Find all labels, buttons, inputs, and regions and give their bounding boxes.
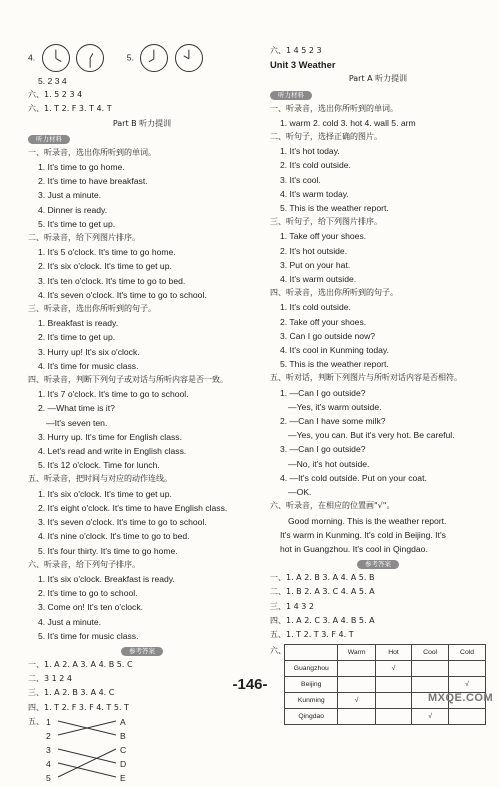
- table-row: [285, 709, 486, 725]
- clock-icon: [76, 44, 104, 72]
- list-item: 2. —Can I have some milk?: [280, 416, 386, 427]
- table-cell: [375, 693, 411, 709]
- section-1-list: [28, 160, 256, 231]
- list-item: 4. Let's read and write in English class.: [38, 446, 187, 457]
- clock-row: [28, 44, 256, 74]
- section-title: 五、听录音，把时间与对应的动作连线。: [28, 474, 172, 484]
- answer-line: 二、3 1 2 4: [28, 674, 72, 684]
- matching-diagram: [46, 715, 166, 787]
- match-left-label: 4: [46, 758, 51, 769]
- section-title: 六、听录音，在相应的位置画"√"。: [270, 501, 395, 511]
- list-item: 4. It's time for music class.: [38, 360, 139, 371]
- list-item: 3. Just a minute.: [38, 190, 102, 201]
- answer-line: 四、1. T 2. F 3. F 4. T 5. T: [28, 702, 129, 712]
- answer-line: 三、1. A 2. B 3. A 4. C: [28, 688, 115, 698]
- table-cell: [375, 709, 411, 725]
- list-item: 1. It's cold outside.: [280, 302, 351, 313]
- part-heading: Part B 听力提训: [112, 118, 172, 128]
- list-item: 3. It's cool.: [280, 174, 321, 185]
- table-cell: [338, 661, 375, 677]
- part-heading: Part A 听力提训: [348, 74, 408, 84]
- list-item: 2. It's time to get up.: [38, 332, 116, 343]
- list-item: 3. Hurry up! It's six o'clock.: [38, 346, 140, 357]
- paragraph-line: Good morning. This is the weather report.: [288, 515, 447, 526]
- section-title: 三、听录音，选出你所听到的句子。: [28, 304, 156, 314]
- match-right-label: A: [120, 716, 126, 727]
- table-header-cell: Hot: [375, 645, 411, 661]
- section-title: 四、听录音，判断下列句子或对话与所听内容是否一致。: [28, 375, 228, 385]
- right-column: [270, 44, 486, 725]
- list-item: 3. Put on your hat.: [280, 259, 351, 270]
- list-item: —Yes, it's warm outside.: [288, 401, 382, 412]
- list-item: 2. It's cold outside.: [280, 160, 351, 171]
- answer-badge: 参考答案: [357, 560, 399, 569]
- match-right-label: E: [120, 772, 126, 783]
- section-title: 六、听录音，给下列句子排序。: [28, 559, 140, 569]
- table-cell: √: [412, 709, 449, 725]
- list-item: 1. Breakfast is ready.: [38, 318, 119, 329]
- list-item: —No, it's hot outside.: [288, 458, 370, 469]
- list-item: 4. —It's cold outside. Put on your coat.: [280, 472, 427, 483]
- section-title: 二、听录音，给下列图片排序。: [28, 233, 140, 243]
- list-item: 4. It's cool in Kunming today.: [280, 345, 389, 356]
- table-cell: √: [449, 677, 486, 693]
- answer-line: 二、1. B 2. A 3. C 4. A 5. A: [270, 587, 375, 597]
- table-header-row: [285, 645, 486, 661]
- answer-line: 六、1 4 5 2 3: [270, 46, 322, 55]
- section-badge: 听力材料: [270, 91, 312, 100]
- table-cell: [449, 709, 486, 725]
- list-item: 4. Dinner is ready.: [38, 204, 108, 215]
- match-left-label: 2: [46, 730, 51, 741]
- table-cell: √: [375, 661, 411, 677]
- list-item: 5. It's 12 o'clock. Time for lunch.: [38, 460, 160, 471]
- list-item: —OK.: [288, 487, 312, 498]
- matching-lines: [46, 715, 166, 787]
- list-item: 5. It's four thirty. It's time to go home.: [38, 545, 178, 556]
- match-right-label: C: [120, 744, 127, 755]
- table-header-cell: Warm: [338, 645, 375, 661]
- list-item: 2. Take off your shoes.: [280, 316, 367, 327]
- match-right-label: D: [120, 758, 127, 769]
- match-left-label: 5: [46, 772, 51, 783]
- list-item: 2. It's time to go to school.: [38, 588, 138, 599]
- list-item: 2. —What time is it?: [38, 403, 115, 414]
- list-item: 4. It's warm outside.: [280, 274, 357, 285]
- list-item: 2. It's hot outside.: [280, 245, 348, 256]
- table-cell-city: Beijing: [285, 677, 338, 693]
- list-item: 3. Can I go outside now?: [280, 330, 376, 341]
- list-item: 5. This is the weather report.: [280, 203, 389, 214]
- list-item: 5. This is the weather report.: [280, 359, 389, 370]
- section-title: 四、听录音，选出你所听到的句子。: [270, 288, 398, 298]
- table-header-cell: [285, 645, 338, 661]
- list-item: 1. It's six o'clock. Breakfast is ready.: [38, 573, 175, 584]
- list-item: 3. Hurry up. It's time for English class.: [38, 431, 182, 442]
- table-cell: √: [338, 693, 375, 709]
- list-item: 2. It's eight o'clock. It's time to have English class.: [38, 502, 228, 513]
- clock-icon: [42, 44, 70, 72]
- list-item: 1. —Can I go outside?: [280, 387, 366, 398]
- answer-label: 六、: [270, 646, 286, 656]
- table-cell: [338, 709, 375, 725]
- table-header-cell: Cool: [412, 645, 449, 661]
- clock-label-4: 4.: [28, 52, 36, 63]
- list-item: 1. It's time to go home.: [38, 162, 125, 173]
- list-item: 4. It's seven o'clock. It's time to go to school.: [38, 289, 207, 300]
- section-title: 二、听句子，选择正确的图片。: [270, 132, 382, 142]
- list-item: 1. warm 2. cold 3. hot 4. wall 5. arm: [280, 117, 416, 128]
- clock-icon: [140, 44, 168, 72]
- answer-line: 一、1. A 2. A 3. A 4. B 5. C: [28, 659, 133, 669]
- list-item: 5. It's time for music class.: [38, 630, 139, 641]
- section-title: 一、听录音，选出你所听到的单词。: [28, 147, 156, 157]
- list-item: —It's seven ten.: [46, 417, 108, 428]
- answer-line: 五、1. T 2. T 3. F 4. T: [270, 629, 354, 639]
- list-item: 4. It's nine o'clock. It's time to go to bed.: [38, 531, 190, 542]
- table-cell: [449, 661, 486, 677]
- unit-title: Unit 3 Weather: [270, 59, 336, 71]
- table-header-cell: Cold: [449, 645, 486, 661]
- list-item: 1. It's 7 o'clock. It's time to go to school.: [38, 389, 189, 400]
- section-badge: 听力材料: [28, 135, 70, 144]
- paragraph-line: It's warm in Kunming. It's cold in Beijing. It's: [280, 529, 446, 540]
- clock-label-5: 5.: [126, 52, 134, 63]
- matching-answer: [28, 715, 256, 787]
- list-item: 5. It's time to get up.: [38, 218, 116, 229]
- list-item: 3. Come on! It's ten o'clock.: [38, 602, 144, 613]
- answer-line: 四、1. A 2. C 3. A 4. B 5. A: [270, 615, 375, 625]
- answer-line: 六、1. T 2. F 3. T 4. T: [28, 104, 112, 114]
- clock-icon: [175, 44, 203, 72]
- list-item: 1. Take off your shoes.: [280, 231, 367, 242]
- list-item: 4. Just a minute.: [38, 616, 102, 627]
- table-cell-city: Kunming: [285, 693, 338, 709]
- paragraph-line: hot in Guangzhou. It's cool in Qingdao.: [280, 543, 428, 554]
- section-title: 三、听句子，给下列图片排序。: [270, 217, 382, 227]
- answer-line: 5. 2 3 4: [38, 76, 67, 86]
- watermark-logo: MXQE.COM: [428, 692, 494, 704]
- answer-label: 五、: [28, 716, 44, 726]
- list-item: 2. It's six o'clock. It's time to get up.: [38, 261, 172, 272]
- list-item: 1. It's 5 o'clock. It's time to go home.: [38, 247, 176, 258]
- list-item: 3. —Can I go outside?: [280, 444, 366, 455]
- list-item: 3. It's seven o'clock. It's time to go to school.: [38, 517, 207, 528]
- answer-line: 六、1. 5 2 3 4: [28, 90, 83, 100]
- list-item: 2. It's time to have breakfast.: [38, 176, 148, 187]
- list-item: 1. It's six o'clock. It's time to get up.: [38, 488, 172, 499]
- table-row: [285, 661, 486, 677]
- match-right-label: B: [120, 730, 126, 741]
- page-number: -146-: [232, 676, 268, 693]
- answer-line: 三、1 4 3 2: [270, 601, 314, 611]
- section-title: 一、听录音，选出你所听到的单词。: [270, 103, 398, 113]
- match-left-label: 3: [46, 744, 51, 755]
- list-item: 3. It's ten o'clock. It's time to go to bed.: [38, 275, 186, 286]
- list-item: —Yes, you can. But it's very hot. Be careful.: [288, 430, 455, 441]
- table-cell-city: Qingdao: [285, 709, 338, 725]
- table-cell-city: Guangzhou: [285, 661, 338, 677]
- answer-badge: 参考答案: [121, 647, 163, 656]
- section-title: 五、听对话，判断下列图片与所听对话内容是否相符。: [270, 373, 462, 383]
- table-cell: [412, 661, 449, 677]
- list-item: 1. It's hot today.: [280, 146, 340, 157]
- list-item: 4. It's warm today.: [280, 188, 349, 199]
- answer-line: 一、1. A 2. B 3. A 4. A 5. B: [270, 573, 375, 583]
- match-left-label: 1: [46, 716, 51, 727]
